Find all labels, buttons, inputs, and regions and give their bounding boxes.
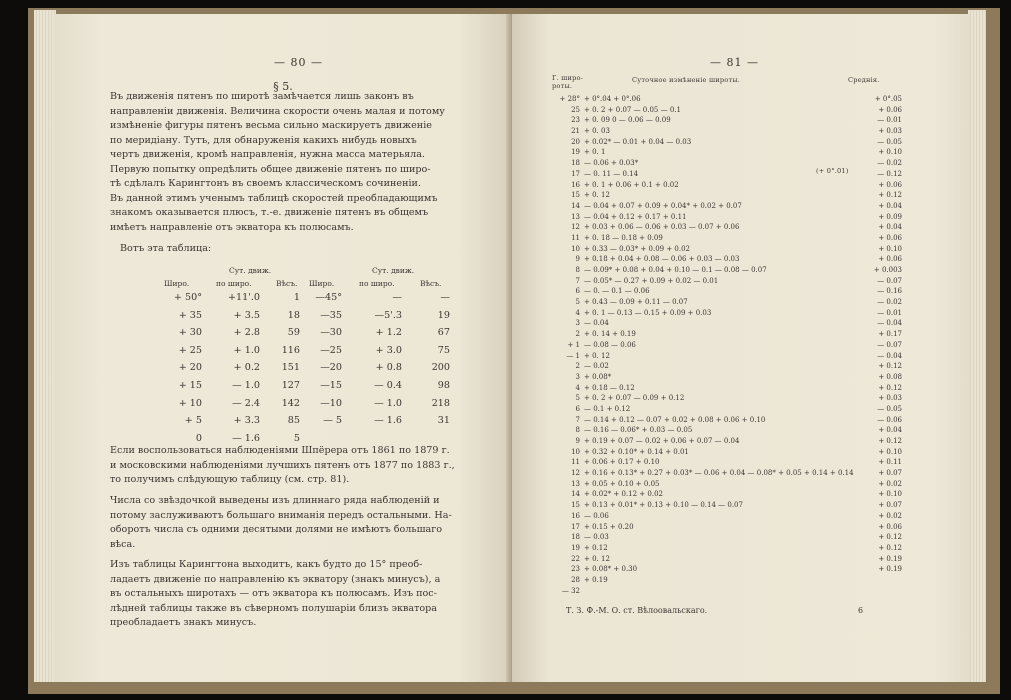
table-cell: + 1.2 — [375, 327, 402, 339]
table-cell: 11 — [571, 233, 580, 242]
table-cell: — 0.04 — [877, 319, 902, 328]
table-cell: + 0. 1 — [584, 148, 606, 157]
text-line: лѣдней таблицы также въ сѣверномъ полушаріи близъ экватора — [110, 602, 438, 614]
table-cell: 15 — [571, 191, 580, 200]
table-intro: Вотъ эта таблица: — [120, 243, 212, 254]
table-cell: + 0. 12 — [584, 554, 610, 563]
table-cell: 16 — [571, 511, 580, 520]
table-group-label: Сут. движ. — [229, 266, 272, 275]
footer-signature-number: 6 — [858, 606, 864, 615]
table-cell: + 1.0 — [233, 344, 260, 356]
table-cell: + 20 — [178, 362, 202, 374]
table-cell: — 0.09* + 0.08 + 0.04 + 0.10 — 0.1 — 0.08 — 0.07 — [584, 266, 767, 274]
table-cell: 116 — [281, 344, 300, 356]
table-cell: + 0.12 — [878, 191, 902, 200]
table-cell: + 0. 03 — [584, 127, 610, 136]
table-cell: + 0.2 — [233, 362, 260, 374]
right-page — [512, 14, 970, 682]
table-cell: + 2.8 — [233, 327, 260, 339]
table-cell: + 0.8 — [375, 362, 402, 374]
bracket-note: (+ 0°.01) — [816, 167, 849, 175]
text-line: Если воспользоваться наблюденіями Шпёрера отъ 1861 по 1879 г. — [110, 445, 450, 456]
table-cell: 15 — [571, 501, 580, 510]
table-cell: 19 — [571, 543, 580, 552]
table-cell: — 0.05 — [877, 404, 902, 413]
text-line: направленіи движенія. Величина скорости очень малая и потому — [110, 105, 445, 117]
left-page — [54, 14, 512, 682]
table-cell: 14 — [571, 201, 580, 210]
table-cell: — 0.16 — 0.06* + 0.03 — 0.05 — [584, 426, 693, 435]
table-cell: 22 — [571, 554, 580, 563]
text-line: и московскими наблюденіями лучшихъ пятенъ отъ 1877 по 1883 г., — [110, 459, 455, 471]
table-cell: — 0.02 — [877, 298, 902, 307]
table-cell: — 32 — [561, 586, 580, 595]
table-cell: +11'.0 — [227, 292, 260, 303]
table-cell: — 0.04 — [584, 319, 609, 328]
table-cell: 31 — [437, 415, 450, 427]
table-cell: + 0.18 + 0.04 + 0.08 — 0.06 + 0.03 — 0.03 — [584, 255, 740, 264]
table-cell: + 0.12 — [878, 383, 902, 392]
table-cell: + 10 — [178, 397, 202, 409]
table-cell: 18 — [287, 309, 300, 321]
table-header: Вѣсъ. — [276, 279, 298, 288]
table-cell: —15 — [320, 380, 342, 391]
table-cell: + 28° — [559, 95, 580, 103]
table-cell: + 0. 12 — [584, 191, 610, 200]
table-cell: 218 — [431, 397, 450, 409]
table-cell: + 0. 1 + 0.06 + 0.1 + 0.02 — [584, 180, 679, 189]
text-line: вѣса. — [110, 538, 136, 550]
table-cell: + 0.33 — 0.03* + 0.09 + 0.02 — [584, 244, 691, 253]
text-line: то получимъ слѣдующую таблицу (см. стр. 81). — [110, 474, 350, 485]
table-cell: + 0. 2 + 0.07 — 0.05 — 0.1 — [584, 105, 681, 114]
table-cell: 11 — [571, 458, 580, 467]
table-cell: + 50° — [173, 292, 202, 303]
table-cell: + 0.43 — 0.09 + 0.11 — 0.07 — [584, 298, 688, 307]
table-cell: — 0.02 — [584, 362, 609, 371]
latitude-column — [548, 94, 580, 596]
table-cell: — 0.12 — [877, 169, 902, 178]
table-cell: 9 — [575, 437, 580, 445]
table-cell: 19 — [571, 148, 580, 157]
table-cell: 13 — [571, 212, 580, 221]
table-cell: + 0. 14 + 0.19 — [584, 330, 636, 339]
table-header: по широ. — [359, 279, 395, 288]
table-cell: — 0.08 — 0.06 — [584, 340, 636, 349]
table-cell: + 0°.05 — [874, 95, 902, 103]
table-cell: 8 — [575, 266, 580, 274]
table-cell: — 0.1 + 0.12 — [584, 404, 631, 413]
table-cell: 3 — [575, 319, 580, 328]
table-cell: — 0.06 + 0.03* — [584, 159, 639, 168]
table-cell: + 0. 1 — 0.13 — 0.15 + 0.09 + 0.03 — [584, 308, 712, 317]
table-cell: 19 — [437, 309, 450, 321]
table-cell: 17 — [571, 169, 580, 178]
table-cell: 12 — [571, 223, 580, 232]
mean-column — [856, 94, 902, 575]
table-cell: + 0.09 — [878, 212, 902, 221]
table-cell: + 0°.04 + 0°.06 — [584, 95, 641, 103]
table-cell: 5 — [575, 394, 580, 403]
table-cell: + 3.5 — [233, 309, 260, 321]
table-cell: 23 — [571, 116, 580, 125]
table-cell: + 0.07 — [878, 469, 902, 478]
mean-header: Среднія. — [848, 76, 880, 84]
table-cell: 25 — [571, 105, 580, 114]
table-cell: — — [440, 292, 450, 303]
table-cell: 13 — [571, 479, 580, 488]
page-number-left: — 80 — — [274, 56, 323, 69]
table-header: по широ. — [216, 279, 252, 288]
table-cell: 7 — [575, 276, 580, 285]
table-cell: — 2.4 — [232, 397, 260, 409]
table-cell: + 5 — [184, 415, 202, 427]
table-cell: — 0.04 + 0.07 + 0.09 + 0.04* + 0.02 + 0.07 — [584, 201, 742, 210]
text-line: преобладаетъ знакъ минусъ. — [110, 617, 257, 628]
table-cell: — 0.01 — [877, 116, 902, 125]
table-cell: + 0.06 — [878, 522, 902, 531]
table-cell: + 0.003 — [873, 266, 902, 274]
table-cell: — 1 — [566, 351, 580, 360]
table-cell: — 0.04 — [877, 351, 902, 360]
table-cell: + 0.12 — [878, 362, 902, 371]
table-cell: 10 — [571, 447, 580, 456]
table-cell: + 0.32 + 0.10* + 0.14 + 0.01 — [584, 447, 689, 456]
table-cell: + 0.05 + 0.10 + 0.05 — [584, 479, 660, 488]
table-cell: — 0.07 — [877, 276, 902, 285]
table-cell: + 0.02 — [878, 511, 902, 520]
paragraph-2 — [110, 444, 455, 488]
table-cell: —45° — [315, 292, 342, 303]
table-cell: + 0.08* + 0.30 — [584, 565, 638, 574]
table-cell: + 0.04 — [878, 223, 902, 232]
table-cell: — 0.06 — [877, 415, 902, 424]
footer-signature: Т. З. Ф.-М. О. ст. Вѣлоовальскаго. — [566, 606, 708, 615]
table-cell: 12 — [571, 469, 580, 478]
table-cell: —30 — [320, 327, 342, 339]
table-cell: —10 — [320, 397, 342, 409]
text-line: по меридіану. Тутъ, для обнаруженія какихъ нибудь новыхъ — [110, 134, 417, 146]
table-cell: 18 — [571, 159, 580, 168]
table-cell: + 0.11 — [878, 458, 902, 467]
table-cell: + 0.06 — [878, 255, 902, 264]
table-cell: + 0.03 + 0.06 — 0.06 + 0.03 — 0.07 + 0.06 — [584, 223, 740, 232]
table-cell: — 0.06 — [584, 511, 609, 520]
table-cell: 16 — [571, 180, 580, 189]
table-cell: — 0.14 + 0.12 — 0.07 + 0.02 + 0.08 + 0.06 + 0.10 — [584, 415, 766, 424]
table-cell: + 0.19 + 0.07 — 0.02 + 0.06 + 0.07 — 0.04 — [584, 437, 740, 445]
table-cell: 23 — [571, 565, 580, 574]
table-cell: + 0.10 — [878, 490, 902, 499]
paragraph-4 — [110, 558, 440, 631]
table-cell: + 0.02* + 0.12 + 0.02 — [584, 490, 663, 499]
table-cell: + 0.03 — [878, 127, 902, 136]
table-cell: 8 — [575, 426, 580, 435]
table-cell: + 0.12 — [878, 437, 902, 445]
table-cell: + 0.12 — [878, 533, 902, 542]
page-number-right: — 81 — — [710, 56, 759, 69]
table-cell: — 0.04 + 0.12 + 0.17 + 0.11 — [584, 212, 687, 221]
table-cell: — 0.03 — [584, 533, 609, 542]
table-cell: + 35 — [178, 309, 202, 321]
table-cell: 67 — [437, 327, 450, 339]
table-cell: — 5 — [323, 415, 342, 427]
table-header: Широ. — [309, 279, 335, 288]
text-line: ладаетъ движеніе по направленію къ экватору (знакъ минусъ), а — [110, 573, 441, 585]
paragraph-1 — [110, 90, 445, 235]
daily-change-header: Суточное измѣненіе широты. — [632, 76, 741, 84]
table-cell: + 0.19 — [584, 575, 608, 584]
table-cell: + 0.13 + 0.01* + 0.13 + 0.10 — 0.14 — 0.07 — [584, 501, 743, 510]
table-cell: — 1.6 — [232, 432, 260, 444]
table-cell: 75 — [437, 344, 450, 356]
text-line: Въ движенія пятенъ по широтѣ замѣчается лишь законъ въ — [110, 91, 414, 102]
table-cell: + 1 — [567, 340, 580, 349]
table-cell: — 0.02 — [877, 159, 902, 168]
text-line: оборотъ числа съ одними десятыми долями не имѣютъ большаго — [110, 524, 443, 535]
text-line: Числа со звѣздочкой выведены изъ длиннаго ряда наблюденій и — [110, 495, 440, 506]
table-cell: 142 — [281, 397, 300, 409]
table-cell: + 0. 18 — 0.18 + 0.09 — [584, 233, 663, 242]
table-cell: + 0.16 + 0.13* + 0.27 + 0.03* — 0.06 + 0.04 — 0.08* + 0.05 + 0.14 + 0.14 — [584, 469, 854, 478]
text-line: чертъ движенія, кромѣ направленія, нужна масса матерьяла. — [110, 149, 425, 160]
table-cell: + 0.19 — [878, 554, 902, 563]
table-cell: 151 — [281, 362, 300, 374]
table-cell: + 0.04 — [878, 201, 902, 210]
table-cell: + 0.06 — [878, 105, 902, 114]
table-cell: 7 — [575, 415, 580, 424]
table-cell: 10 — [571, 244, 580, 253]
table-cell: 20 — [571, 137, 580, 146]
table-cell: + 0.08 — [878, 372, 902, 381]
table-group-label: Сут. движ. — [372, 266, 415, 275]
table-cell: 17 — [571, 522, 580, 531]
table-cell: 98 — [437, 380, 450, 391]
table-cell: — 0.16 — [877, 287, 902, 296]
table-cell: + 0.12 — [878, 543, 902, 552]
table-cell: + 0. 12 — [584, 351, 610, 360]
table-cell: 28 — [571, 575, 580, 584]
table-cell: + 0.08* — [584, 372, 612, 381]
table-cell: 2 — [575, 362, 580, 371]
table-cell: 1 — [293, 292, 300, 303]
table-cell: + 0.17 — [878, 330, 902, 339]
table-cell: — 0. 11 — 0.14 — [584, 169, 639, 178]
text-line: Изъ таблицы Карингтона выходитъ, какъ будто до 15° преоб- — [110, 559, 423, 570]
text-line: измѣненіе фигуры пятенъ весьма сильно маскируетъ движеніе — [110, 120, 432, 131]
table-cell: + 0.02 — [878, 479, 902, 488]
table-cell: —5'.3 — [374, 309, 402, 321]
table-cell: + 30 — [178, 327, 202, 339]
table-cell: 4 — [575, 383, 580, 392]
table-cell: 9 — [575, 255, 580, 264]
table-cell: + 0.06 — [878, 233, 902, 242]
latitude-header: Г. широ- роты. — [552, 74, 584, 90]
table-cell: + 0. 2 + 0.07 — 0.09 + 0.12 — [584, 394, 685, 403]
page-edges-right — [968, 10, 986, 682]
table-cell: + 0.10 — [878, 447, 902, 456]
section-heading: § 5. — [273, 80, 293, 93]
table-cell: + 0.10 — [878, 148, 902, 157]
table-header: Вѣсъ. — [420, 279, 442, 288]
table-cell: 0 — [195, 432, 202, 444]
text-line: Въ данной этимъ ученымъ таблицѣ скоростей преобладающимъ — [110, 192, 438, 204]
table-cell: 85 — [287, 415, 300, 427]
table-cell: — 0. — 0.1 — 0.06 — [584, 287, 650, 296]
text-line: Первую попытку опредѣлить общее движеніе пятенъ по широ- — [110, 163, 431, 175]
table-cell: + 0. 09 0 — 0.06 — 0.09 — [584, 116, 671, 125]
table-cell: 200 — [431, 362, 450, 374]
table-cell: —20 — [320, 362, 342, 374]
paragraph-3 — [110, 494, 452, 552]
table-cell: — 0.4 — [374, 380, 402, 391]
table-cell: + 0.12 — [584, 543, 608, 552]
table-cell: + 0.02* — 0.01 + 0.04 — 0.03 — [584, 137, 692, 146]
table-cell: 2 — [575, 330, 580, 339]
table-cell: + 0.07 — [878, 501, 902, 510]
table-header: Широ. — [164, 279, 190, 288]
text-line: въ остальныхъ широтахъ — отъ экватора къ полюсамъ. Изъ пос- — [110, 588, 437, 599]
table-cell: 21 — [571, 127, 580, 136]
table-cell: — 0.01 — [877, 308, 902, 317]
table-cell: — 0.05* — 0.27 + 0.09 + 0.02 — 0.01 — [584, 276, 719, 285]
table-cell: —25 — [320, 344, 342, 356]
table-cell: 6 — [575, 287, 580, 296]
table-cell: + 15 — [178, 380, 202, 391]
table-cell: 18 — [571, 533, 580, 542]
table-cell: — 1.6 — [374, 415, 402, 427]
text-line: потому заслуживаютъ большаго вниманія передъ остальными. На- — [110, 509, 452, 521]
daily-change-column — [584, 94, 854, 586]
table-cell: + 3.3 — [233, 415, 260, 427]
text-line: имѣетъ направленіе отъ экватора къ полюсамъ. — [110, 221, 354, 233]
table-cell: — — [392, 292, 402, 303]
table-cell: + 0.10 — [878, 244, 902, 253]
table-cell: — 1.0 — [232, 380, 260, 391]
table-cell: + 0.19 — [878, 565, 902, 574]
table-cell: + 0.06 + 0.17 + 0.10 — [584, 458, 660, 467]
table-cell: + 0.15 + 0.20 — [584, 522, 634, 531]
page-edges-left — [34, 10, 56, 682]
table-cell: + 0.04 — [878, 426, 902, 435]
table-cell: 59 — [287, 327, 300, 339]
table-cell: —35 — [320, 309, 342, 321]
text-line: знакомъ оказывается плюсъ, т.-е. движеніе пятенъ въ общемъ — [110, 207, 429, 218]
text-line: тѣ сдѣлалъ Карингтонъ въ своемъ классическомъ сочиненіи. — [110, 178, 421, 189]
table-cell: 5 — [575, 298, 580, 307]
table-cell: + 25 — [178, 344, 202, 356]
table-cell: — 0.05 — [877, 137, 902, 146]
table-cell: — 0.07 — [877, 340, 902, 349]
table-cell: + 0.18 — 0.12 — [584, 383, 635, 392]
table-cell: — 1.0 — [374, 397, 402, 409]
table-cell: 3 — [575, 372, 580, 381]
table-cell: 14 — [571, 490, 580, 499]
table-cell: 5 — [293, 432, 300, 444]
table-cell: + 0.06 — [878, 180, 902, 189]
table-cell: 127 — [281, 380, 300, 391]
table-cell: + 0.03 — [878, 394, 902, 403]
table-cell: 4 — [575, 308, 580, 317]
table-cell: 6 — [575, 404, 580, 413]
table-cell: + 3.0 — [375, 344, 402, 356]
